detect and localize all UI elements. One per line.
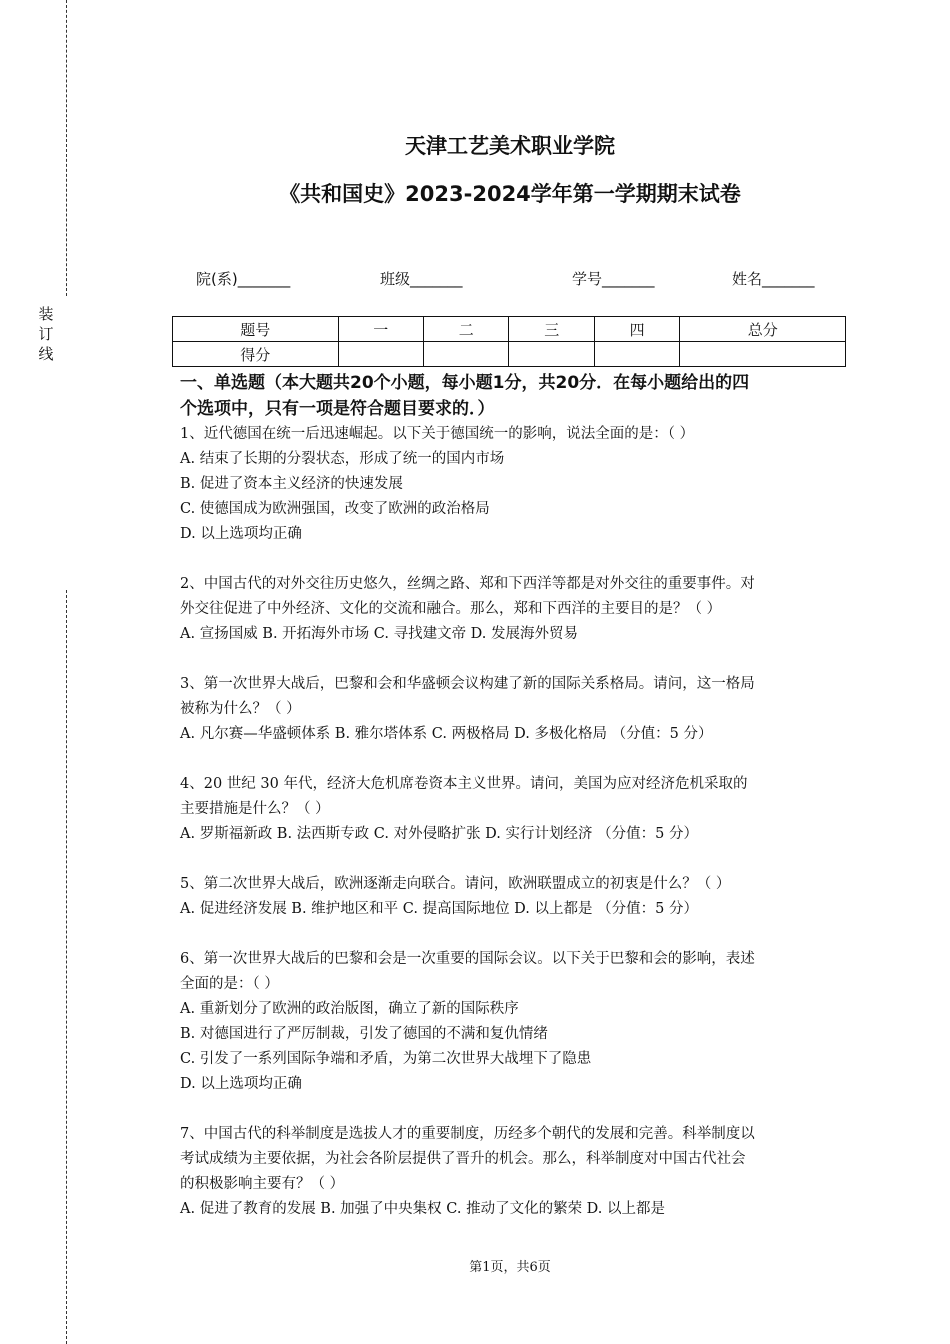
exam-content [180, 370, 840, 1222]
name-field: 姓名_______ [732, 270, 815, 288]
question-text: 6、第一次世界大战后的巴黎和会是一次重要的国际会议。以下关于巴黎和会的影响，表述 [180, 951, 755, 967]
question-text: 外交往促进了中外经济、文化的交流和融合。那么，郑和下西洋的主要目的是？（ ） [180, 601, 722, 617]
question-option: A. 凡尔赛—华盛顿体系 B. 雅尔塔体系 C. 两极格局 D. 多极化格局 （分值：5 分） [180, 726, 713, 742]
score-entry-cell [680, 342, 846, 367]
section-title-line: 一、单选题（本大题共20个小题，每小题1分，共20分．在每小题给出的四 [180, 373, 750, 393]
binding-dashed-line-bottom [66, 590, 67, 1344]
question-option: C. 引发了一系列国际争端和矛盾，为第二次世界大战埋下了隐患 [180, 1051, 592, 1067]
question-option: D. 以上选项均正确 [180, 1076, 302, 1092]
question-text: 考试成绩为主要依据，为社会各阶层提供了晋升的机会。那么，科举制度对中国古代社会 [180, 1151, 746, 1167]
question-option: A. 重新划分了欧洲的政治版图，确立了新的国际秩序 [180, 1001, 519, 1017]
question-option: D. 以上选项均正确 [180, 526, 302, 542]
department-field: 院(系)_______ [196, 270, 291, 288]
binding-label [34, 304, 58, 364]
question-option: A. 罗斯福新政 B. 法西斯专政 C. 对外侵略扩张 D. 实行计划经济 （分值：5 分） [180, 826, 698, 842]
question-option: A. 促进了教育的发展 B. 加强了中央集权 C. 推动了文化的繁荣 D. 以上都是 [180, 1201, 666, 1217]
question-text: 被称为什么？（ ） [180, 701, 301, 717]
binding-char: 装 [38, 305, 54, 323]
question-item [180, 672, 840, 747]
question-option: B. 对德国进行了严厉制裁，引发了德国的不满和复仇情绪 [180, 1026, 548, 1042]
score-table-cell: 总分 [680, 317, 846, 342]
question-text: 的积极影响主要有？（ ） [180, 1176, 345, 1192]
question-text: 全面的是：（ ） [180, 976, 279, 992]
question-item [180, 422, 840, 547]
question-item [180, 947, 840, 1097]
question-item [180, 572, 840, 647]
score-table-score-row [173, 342, 846, 367]
question-text: 4、20 世纪 30 年代，经济大危机席卷资本主义世界。请问，美国为应对经济危机采取的 [180, 776, 748, 792]
exam-title: 《共和国史》2023-2024学年第一学期期末试卷 [279, 182, 741, 206]
question-option: C. 使德国成为欧洲强国，改变了欧洲的政治格局 [180, 501, 490, 517]
score-table-header-row [173, 317, 846, 342]
score-table-cell: 题号 [173, 317, 339, 342]
student-id-field: 学号_______ [572, 270, 655, 288]
question-item [180, 772, 840, 847]
question-item [180, 872, 840, 922]
score-table-cell: 三 [509, 317, 594, 342]
question-option: B. 促进了资本主义经济的快速发展 [180, 476, 403, 492]
binding-char: 线 [38, 345, 54, 363]
binding-char: 订 [38, 325, 54, 343]
score-table-cell: 得分 [173, 342, 339, 367]
question-text: 主要措施是什么？（ ） [180, 801, 330, 817]
question-option: A. 结束了长期的分裂状态，形成了统一的国内市场 [180, 451, 505, 467]
question-option: A. 宣扬国威 B. 开拓海外市场 C. 寻找建文帝 D. 发展海外贸易 [180, 626, 579, 642]
question-text: 7、中国古代的科举制度是选拔人才的重要制度，历经多个朝代的发展和完善。科举制度以 [180, 1126, 755, 1142]
score-table-cell: 四 [594, 317, 679, 342]
question-text: 5、第二次世界大战后，欧洲逐渐走向联合。请问，欧洲联盟成立的初衷是什么？（ ） [180, 876, 731, 892]
score-entry-cell [338, 342, 423, 367]
score-entry-cell [594, 342, 679, 367]
score-entry-cell [509, 342, 594, 367]
school-name: 天津工艺美术职业学院 [405, 134, 615, 158]
question-list [180, 422, 840, 1222]
score-table-cell: 二 [424, 317, 509, 342]
question-text: 1、近代德国在统一后迅速崛起。以下关于德国统一的影响，说法全面的是：（ ） [180, 426, 695, 442]
question-item [180, 1122, 840, 1222]
question-text: 3、第一次世界大战后，巴黎和会和华盛顿会议构建了新的国际关系格局。请问，这一格局 [180, 676, 755, 692]
score-entry-cell [424, 342, 509, 367]
score-table [172, 316, 846, 367]
score-table-cell: 一 [338, 317, 423, 342]
question-option: A. 促进经济发展 B. 维护地区和平 C. 提高国际地位 D. 以上都是 （分值：5 分） [180, 901, 698, 917]
page-number: 第1页，共6页 [469, 1260, 551, 1275]
question-text: 2、中国古代的对外交往历史悠久，丝绸之路、郑和下西洋等都是对外交往的重要事件。对 [180, 576, 755, 592]
section-title-line: 个选项中，只有一项是符合题目要求的．） [180, 399, 495, 419]
class-field: 班级_______ [380, 270, 463, 288]
